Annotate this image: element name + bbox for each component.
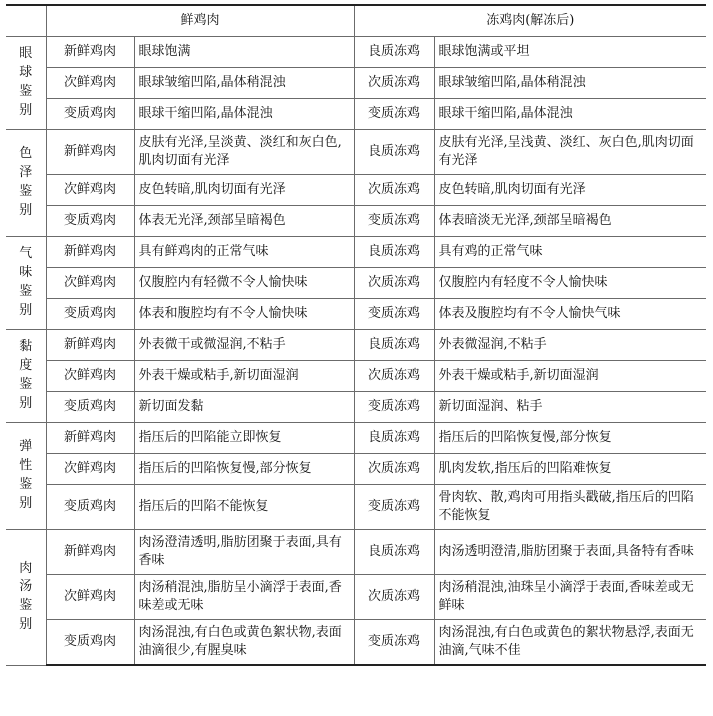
fresh-description: 皮肤有光泽,呈淡黄、淡红和灰白色,肌肉切面有光泽 (134, 130, 354, 175)
frozen-description: 仅腹腔内有轻度不令人愉快味 (434, 268, 706, 299)
frozen-description: 肉汤稍混浊,油珠呈小滴浮于表面,香味差或无鲜味 (434, 575, 706, 620)
category-cell-odor (6, 237, 46, 330)
header-blank-cell (6, 5, 46, 37)
frozen-grade-label: 变质冻鸡 (354, 99, 434, 130)
table-row (6, 620, 706, 666)
fresh-description: 肉汤混浊,有白色或黄色絮状物,表面油滴很少,有腥臭味 (134, 620, 354, 666)
frozen-description: 新切面湿润、粘手 (434, 392, 706, 423)
header-fresh-chicken: 鲜鸡肉 (46, 5, 354, 37)
frozen-grade-label: 良质冻鸡 (354, 130, 434, 175)
fresh-description: 外表微干或微湿润,不粘手 (134, 330, 354, 361)
chicken-quality-table (6, 4, 706, 666)
fresh-grade-label: 变质鸡肉 (46, 485, 134, 530)
fresh-grade-label: 次鲜鸡肉 (46, 175, 134, 206)
table-row (6, 237, 706, 268)
frozen-grade-label: 变质冻鸡 (354, 392, 434, 423)
fresh-grade-label: 新鲜鸡肉 (46, 237, 134, 268)
category-label: 眼球鉴别 (19, 46, 33, 118)
category-cell-color (6, 130, 46, 237)
frozen-grade-label: 良质冻鸡 (354, 530, 434, 575)
table-row (6, 268, 706, 299)
frozen-grade-label: 次质冻鸡 (354, 175, 434, 206)
category-label: 色泽鉴别 (19, 146, 33, 218)
header-row (6, 5, 706, 37)
frozen-description: 眼球皱缩凹陷,晶体稍混浊 (434, 68, 706, 99)
frozen-grade-label: 良质冻鸡 (354, 237, 434, 268)
fresh-description: 眼球饱满 (134, 37, 354, 68)
fresh-description: 外表干燥或粘手,新切面湿润 (134, 361, 354, 392)
category-cell-eye (6, 37, 46, 130)
category-label: 肉汤鉴别 (19, 560, 33, 633)
frozen-description: 肉汤透明澄清,脂肪团聚于表面,具备特有香味 (434, 530, 706, 575)
fresh-grade-label: 变质鸡肉 (46, 299, 134, 330)
fresh-grade-label: 次鲜鸡肉 (46, 454, 134, 485)
category-cell-broth (6, 530, 46, 666)
fresh-grade-label: 新鲜鸡肉 (46, 130, 134, 175)
fresh-description: 体表和腹腔均有不令人愉快味 (134, 299, 354, 330)
fresh-grade-label: 次鲜鸡肉 (46, 268, 134, 299)
table-row (6, 392, 706, 423)
frozen-grade-label: 变质冻鸡 (354, 620, 434, 666)
frozen-description: 外表微湿润,不粘手 (434, 330, 706, 361)
comparison-table-wrapper (6, 4, 706, 666)
table-row (6, 206, 706, 237)
frozen-description: 体表及腹腔均有不令人愉快气味 (434, 299, 706, 330)
fresh-description: 皮色转暗,肌肉切面有光泽 (134, 175, 354, 206)
category-label: 黏度鉴别 (19, 339, 33, 411)
fresh-grade-label: 变质鸡肉 (46, 99, 134, 130)
table-row (6, 423, 706, 454)
frozen-description: 眼球饱满或平坦 (434, 37, 706, 68)
fresh-grade-label: 变质鸡肉 (46, 620, 134, 666)
frozen-grade-label: 良质冻鸡 (354, 423, 434, 454)
fresh-grade-label: 次鲜鸡肉 (46, 575, 134, 620)
fresh-description: 肉汤澄清透明,脂肪团聚于表面,具有香味 (134, 530, 354, 575)
frozen-description: 肉汤混浊,有白色或黄色的絮状物悬浮,表面无油滴,气味不佳 (434, 620, 706, 666)
frozen-description: 外表干燥或粘手,新切面湿润 (434, 361, 706, 392)
frozen-description: 皮肤有光泽,呈浅黄、淡红、灰白色,肌肉切面有光泽 (434, 130, 706, 175)
fresh-description: 肉汤稍混浊,脂肪呈小滴浮于表面,香味差或无味 (134, 575, 354, 620)
frozen-description: 骨肉软、散,鸡肉可用指头戳破,指压后的凹陷不能恢复 (434, 485, 706, 530)
table-row (6, 68, 706, 99)
frozen-description: 皮色转暗,肌肉切面有光泽 (434, 175, 706, 206)
frozen-grade-label: 变质冻鸡 (354, 206, 434, 237)
fresh-description: 仅腹腔内有轻微不令人愉快味 (134, 268, 354, 299)
category-cell-viscosity (6, 330, 46, 423)
frozen-description: 指压后的凹陷恢复慢,部分恢复 (434, 423, 706, 454)
frozen-grade-label: 次质冻鸡 (354, 268, 434, 299)
table-row (6, 130, 706, 175)
table-row (6, 175, 706, 206)
frozen-grade-label: 次质冻鸡 (354, 361, 434, 392)
fresh-grade-label: 变质鸡肉 (46, 392, 134, 423)
frozen-grade-label: 变质冻鸡 (354, 299, 434, 330)
header-frozen-chicken: 冻鸡肉(解冻后) (354, 5, 706, 37)
fresh-grade-label: 新鲜鸡肉 (46, 423, 134, 454)
fresh-grade-label: 新鲜鸡肉 (46, 330, 134, 361)
table-row (6, 299, 706, 330)
frozen-description: 肌肉发软,指压后的凹陷难恢复 (434, 454, 706, 485)
fresh-description: 具有鲜鸡肉的正常气味 (134, 237, 354, 268)
table-row (6, 485, 706, 530)
table-row (6, 330, 706, 361)
frozen-description: 体表暗淡无光泽,颈部呈暗褐色 (434, 206, 706, 237)
fresh-description: 新切面发黏 (134, 392, 354, 423)
table-row (6, 575, 706, 620)
fresh-description: 指压后的凹陷能立即恢复 (134, 423, 354, 454)
table-row (6, 454, 706, 485)
category-label: 弹性鉴别 (19, 439, 33, 511)
fresh-description: 指压后的凹陷恢复慢,部分恢复 (134, 454, 354, 485)
table-row (6, 530, 706, 575)
fresh-grade-label: 新鲜鸡肉 (46, 37, 134, 68)
table-row (6, 37, 706, 68)
fresh-description: 体表无光泽,颈部呈暗褐色 (134, 206, 354, 237)
frozen-grade-label: 变质冻鸡 (354, 485, 434, 530)
frozen-grade-label: 良质冻鸡 (354, 37, 434, 68)
frozen-grade-label: 良质冻鸡 (354, 330, 434, 361)
fresh-grade-label: 变质鸡肉 (46, 206, 134, 237)
fresh-grade-label: 次鲜鸡肉 (46, 361, 134, 392)
fresh-description: 眼球皱缩凹陷,晶体稍混浊 (134, 68, 354, 99)
category-cell-elasticity (6, 423, 46, 530)
category-label: 气味鉴别 (19, 246, 33, 318)
frozen-description: 眼球干缩凹陷,晶体混浊 (434, 99, 706, 130)
frozen-description: 具有鸡的正常气味 (434, 237, 706, 268)
table-row (6, 99, 706, 130)
fresh-description: 眼球干缩凹陷,晶体混浊 (134, 99, 354, 130)
table-row (6, 361, 706, 392)
frozen-grade-label: 次质冻鸡 (354, 575, 434, 620)
fresh-grade-label: 次鲜鸡肉 (46, 68, 134, 99)
fresh-grade-label: 新鲜鸡肉 (46, 530, 134, 575)
fresh-description: 指压后的凹陷不能恢复 (134, 485, 354, 530)
frozen-grade-label: 次质冻鸡 (354, 454, 434, 485)
frozen-grade-label: 次质冻鸡 (354, 68, 434, 99)
